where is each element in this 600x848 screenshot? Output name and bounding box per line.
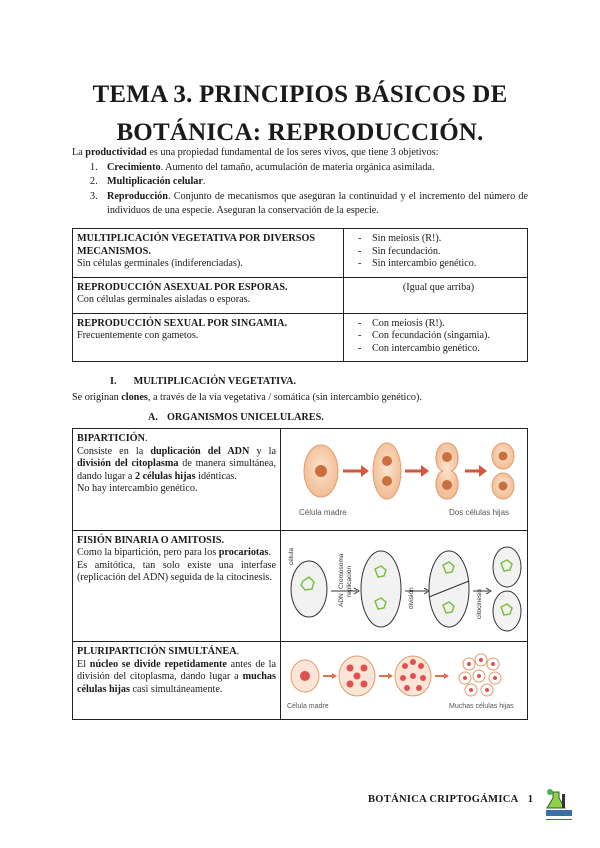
text: de manera simultánea, dando lugar a [77,458,276,482]
unicellular-table [72,428,528,720]
row-title: REPRODUCCIÓN SEXUAL POR SINGAMIA. [77,317,287,329]
feature-item: - Con meiosis (R!). [354,318,523,331]
row-title: MULTIPLICACIÓN VEGETATIVA POR DIVERSOS MECANISMOS. [77,233,316,257]
nucleus [469,688,473,692]
objective-number: 2. [90,176,98,187]
page-footer [368,794,533,805]
feature-item: - Con fecundación (singamia). [354,330,523,343]
table-row [73,277,528,313]
feature-list [354,318,523,356]
body-text: Se originan [72,392,122,403]
nucleus [485,688,489,692]
nucleus [442,480,452,490]
block-title [77,433,276,446]
objective-text: . Aumento del tamaño, acumulación de materia orgánica asimilada. [160,161,435,173]
table-cell [73,229,344,278]
section-title: MULTIPLICACIÓN VEGETATIVA. [133,376,297,387]
footer-text: BOTÁNICA CRIPTOGÁMICA [368,794,518,805]
nucleus [479,658,483,662]
elongated-cell [373,443,401,499]
objective-number: 1. [90,161,98,173]
plurisection-diagram [281,642,527,714]
objective-item [72,175,528,190]
nucleus [361,665,368,672]
text: idénticas. [195,470,237,482]
block-title-end: . [144,433,148,444]
subsection-heading [148,412,324,423]
nucleus [382,456,392,466]
objective-term: Multiplicación celular [107,176,203,187]
feature-item: - Con intercambio genético. [354,343,523,356]
row-note: (Igual que arriba) [402,281,475,293]
dna-label: ADN [338,592,345,607]
objectives-list [72,161,528,219]
table-cell [344,313,528,362]
block-title [77,646,276,659]
bipartition-diagram [281,429,527,525]
arrow-icon [332,673,337,679]
row-description: Sin células germinales (indiferenciadas). [77,258,243,269]
dividing-cell [436,443,458,499]
chromosome-label: Cromosoma [338,553,345,589]
subsection-title: ORGANISMOS UNICELULARES. [167,412,324,423]
nucleus [467,662,471,666]
nucleus [410,673,416,679]
text: casi simultáneamente. [129,683,223,695]
subsection-letter: A. [148,412,158,423]
section-body [72,392,422,403]
nucleus [347,665,354,672]
table-cell [73,429,281,531]
keyword: división del citoplasma [77,458,179,470]
block-text [77,446,276,484]
nucleus [442,452,452,462]
table-row [73,229,528,278]
block-title: FISIÓN BINARIA O AMITOSIS. [77,534,225,546]
nucleus [463,676,467,680]
table-cell [73,530,281,642]
microscope-base [562,794,565,808]
row-description: Frecuentemente con gametos. [77,330,199,341]
page-number: 1 [527,794,534,805]
block-text [77,547,276,560]
replication-label: replicación [346,565,353,597]
text: antes de la división del citoplasma, dando lugar a [77,658,277,683]
text: Como la bipartición, pero para los [77,547,219,559]
block-title-end: . [236,646,240,658]
block-title-text: BIPARTICIÓN [77,433,145,444]
nucleus [400,675,406,681]
nucleus [418,663,424,669]
table-cell [344,229,528,278]
block-text [77,659,276,697]
text: El [77,658,90,670]
daughter-bacterium [493,591,521,631]
objective-number: 3. [90,190,98,202]
keyword: procariotas [218,547,269,559]
cell-label: célula [288,547,295,565]
nucleus [493,676,497,680]
nucleus [499,482,508,491]
table-cell [281,530,528,642]
row-title: REPRODUCCIÓN ASEXUAL POR ESPORAS. [77,281,288,293]
block-title-text: PLURIPARTICIÓN SIMULTÁNEA [77,646,237,658]
title-line-2: BOTÁNICA: REPRODUCCIÓN. [116,119,484,146]
table-cell [73,313,344,362]
daughter-cells-label: Muchas células hijas [449,703,514,711]
mother-cell-label: Célula madre [299,508,347,517]
block-text: Es amitótica, tan solo existe una interfase (replicación del ADN) seguida de la citocinesis. [77,559,276,584]
objective-item [72,190,528,219]
nucleus [382,476,392,486]
nucleus [315,465,327,477]
binary-fission-diagram [281,531,527,637]
bacterium-cell [361,551,401,627]
table-row [73,530,528,642]
lab-flask-icon [540,786,576,824]
intro-section [72,146,528,219]
text: Consiste en la [77,445,151,457]
table-cell [344,277,528,313]
intro-post: es una propiedad fundamental de los seres vivos, que tiene 3 objetivos: [146,147,439,158]
nucleus [477,674,481,678]
plant-leaf [547,789,553,795]
table-row [73,429,528,531]
objective-text: . Conjunto de mecanismos que aseguran la continuidad y el incremento del número de individuos de una especie. Aseguran la conservación de la especie. [107,190,528,216]
objective-term: Crecimiento [107,161,161,173]
book-pages [546,816,572,819]
arrow-icon [444,673,449,679]
row-description: Con células germinales aisladas o esporas. [77,294,251,305]
keyword: duplicación del ADN [150,445,250,457]
cytokinesis-label: citocinesis [476,588,483,619]
daughter-bacterium [493,547,521,587]
division-label: división [408,586,415,609]
nucleus [354,673,361,680]
feature-item: - Sin fecundación. [354,246,523,259]
text: . [268,547,271,559]
arrow-icon [421,465,429,477]
arrow-icon [388,673,393,679]
nucleus [402,663,408,669]
feature-item: - Sin intercambio genético. [354,258,523,271]
intro-paragraph [72,146,528,161]
nucleus [420,675,426,681]
page-title [0,76,600,152]
nucleus [347,681,354,688]
nucleus [361,681,368,688]
body-text: , a través de la vía vegetativa / somática (sin intercambio genético). [147,392,422,403]
objective-item [72,161,528,176]
intro-pre: La [72,147,86,158]
text: y la [249,445,276,457]
table-cell [73,277,344,313]
arrow-icon [479,465,487,477]
feature-item: - Sin meiosis (R!). [354,233,523,246]
nucleus [491,662,495,666]
section-heading [110,376,296,387]
table-row [73,642,528,720]
keyword: muchas células hijas [77,671,276,695]
nucleus [410,659,416,665]
objective-text: . [202,176,206,187]
nucleus [499,452,508,461]
body-keyword: clones [121,392,148,403]
title-line-1: TEMA 3. PRINCIPIOS BÁSICOS DE [92,81,508,108]
keyword: 2 células hijas [135,470,196,482]
nucleus [416,685,422,691]
section-number: I. [110,376,117,387]
mother-cell-label: Célula madre [287,703,329,711]
table-cell [281,429,528,531]
nucleus [404,685,410,691]
block-text: No hay intercambio genético. [77,483,198,495]
daughter-cells-label: Dos células hijas [449,508,510,517]
nucleus [300,671,310,681]
table-row [73,313,528,362]
keyword: núcleo se divide repetidamente [89,658,227,670]
reproduction-summary-table [72,228,528,362]
intro-keyword: productividad [85,147,147,158]
feature-list [354,233,523,271]
table-cell [73,642,281,720]
objective-term: Reproducción [107,190,168,202]
table-cell [281,642,528,720]
arrow-icon [361,465,369,477]
